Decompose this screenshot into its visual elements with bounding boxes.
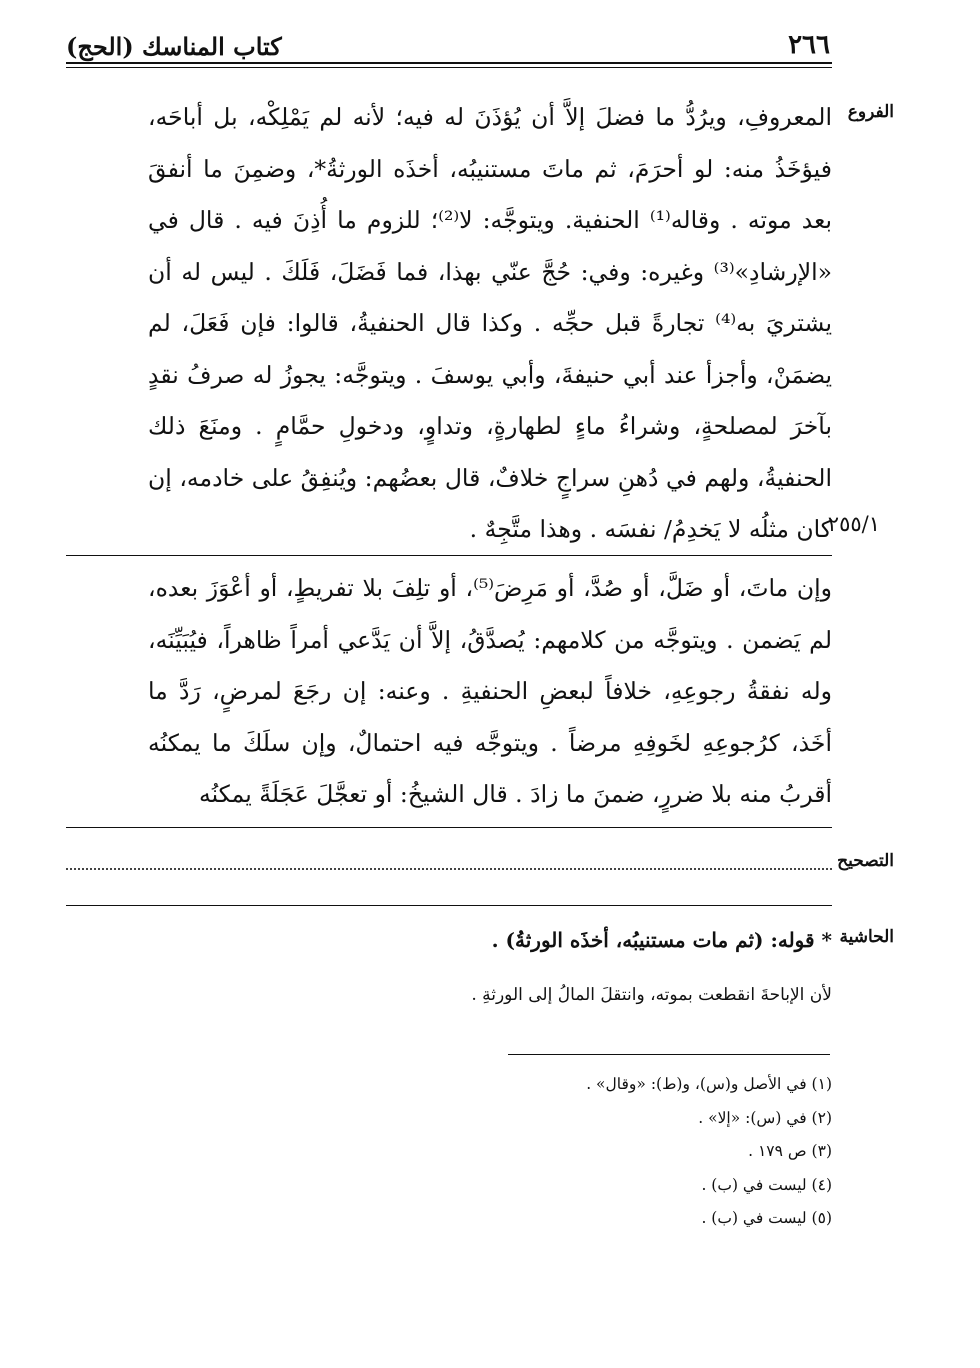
running-title: كتاب المناسك (الحج) bbox=[66, 32, 282, 61]
section-separator bbox=[66, 555, 832, 556]
footnote: (٢) في (س): «إلا» . bbox=[698, 1108, 832, 1127]
footnote: (٣) ص ١٧٩ . bbox=[748, 1142, 832, 1160]
main-paragraph-2: وإن ماتَ، أو ضَلَّ، أو صُدَّ، أو مَرِضَ⁽⁵⁾، أو تلِفَ بلا تفريطٍ، أو أعْوَزَ بعده، لم يَضمن . ويتوجَّه من كلامهم: يُصدَّقُ، إلاَّ أن يَدَّعي أمراً ظاهراً، فيُبَيِّنَه، وله نفقةُ رجوعِهِ، خلافاً لبعضِ الحنفيةِ . وعنه: إن رجَعَ لمرضٍ، رَدَّ ما أخَذ، كرُجوعِهِ لخَوفِهِ مرضاً . ويتوجَّه فيه احتمالٌ، وإن سلَكَ ما يمكنُه أقربُ منه بلا ضررٍ، ضمنَ ما زادَ . قال الشيخُ: أو تعجَّلَ عَجَلَةً يمكنُه bbox=[148, 574, 832, 808]
main-paragraph-1: المعروفِ، ويرُدُّ ما فضلَ إلاَّ أن يُؤذَنَ له فيه؛ لأنه لم يَمْلِكْه، بل أباحَه، فيؤخَذُ منه: لو أحرَمَ، ثم ماتَ مستنيبُه، أخذَه الورثةُ*، وضمِنَ ما أنفقَ بعد موته . وقاله⁽¹⁾ الحنفية. ويتوجَّه: لا⁽²⁾؛ للزوم ما أُذِنَ فيه . قال في «الإرشادِ»⁽³⁾ وغيره: وفي: حُجَّ عنّي بهذا، فما فَضَلَ، فَلَكَ . ليس له أن يشتريَ به⁽⁴⁾ تجارةً قبل حجِّه . وكذا قال الحنفيةُ، قالوا: فإن فَعَلَ، لم يضمَنْ، وأجزأ عند أبي حنيفةَ، وأبي يوسفَ . ويتوجَّه: يجوزُ له صرفُ نقدٍ بآخرَ لمصلحةٍ، وشراءُ ماءٍ لطهارةٍ، وتداوٍ، ودخولِ حمَّامٍ . ومنَعَ ذلك الحنفيةُ، ولهم في دُهنِ سراجٍ خلافٌ، قال بعضُهم: ويُنفِقُ على خادمه، إن كان مثلُه لا يَخدِمُ/ نفسَه . وهذا متَّجِهٌ . bbox=[148, 103, 832, 543]
margin-label-furu: الفروع bbox=[847, 102, 894, 122]
page-number: ٢٦٦ bbox=[788, 30, 830, 60]
footnote-rule bbox=[508, 1054, 830, 1055]
margin-label-tashih: التصحيح bbox=[837, 851, 894, 871]
footnote: (٥) ليست في (ب) . bbox=[701, 1209, 832, 1227]
header-rule-thin bbox=[66, 67, 832, 68]
hashiya-note: * قوله: (ثم مات مستنيبُه، أخذَه الورثةُ) . bbox=[491, 928, 832, 952]
margin-label-hashiya: الحاشية bbox=[839, 927, 894, 947]
footnote: (٤) ليست في (ب) . bbox=[701, 1175, 832, 1194]
tashih-dotted-line bbox=[66, 868, 832, 870]
tashih-bottom-rule bbox=[66, 905, 832, 906]
hashiya-text: لأن الإباحةَ انقطعت بموته، وانتقلَ المالُ إلى الورثةِ . bbox=[471, 985, 832, 1005]
margin-page-reference: ٢٥٥/١ bbox=[827, 512, 880, 536]
footnote-list bbox=[586, 1068, 832, 1236]
footnote: (١) في الأصل و(س)، و(ط): «وقال» . bbox=[586, 1075, 832, 1093]
header-rule bbox=[66, 62, 832, 64]
tashih-top-rule bbox=[66, 827, 832, 828]
